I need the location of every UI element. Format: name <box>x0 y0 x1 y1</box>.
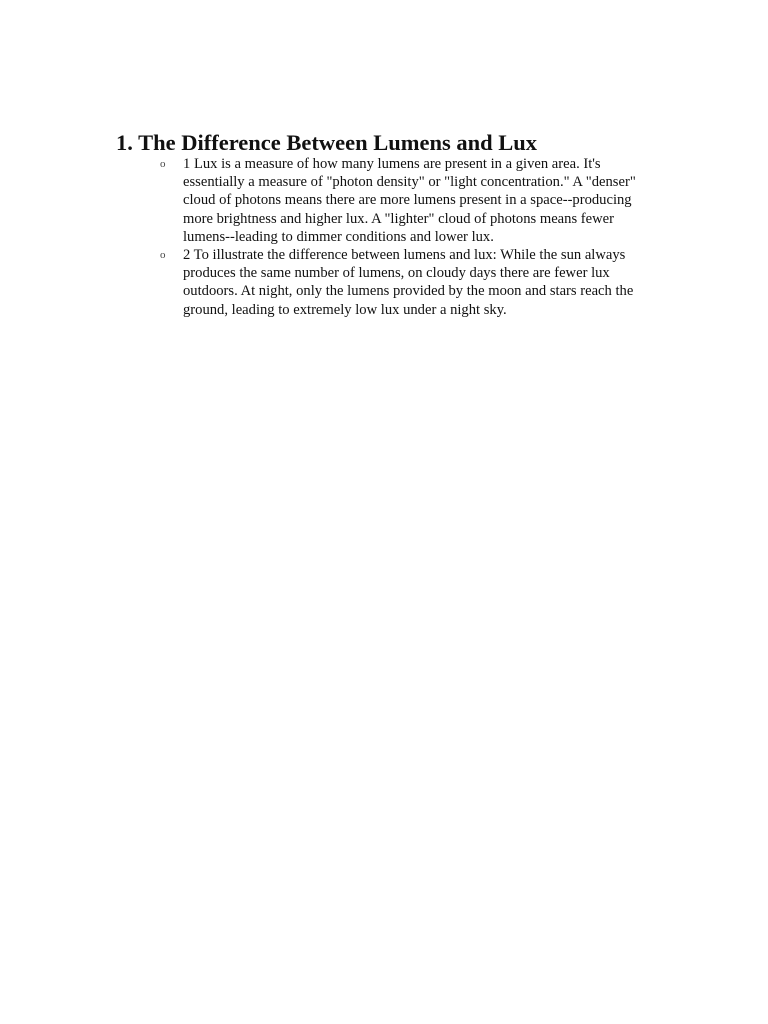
bullet-icon: o <box>160 249 166 261</box>
text-line: ground, leading to extremely low lux under a night sky. <box>183 301 507 318</box>
text-line: cloud of photons means there are more lumens present in a space--producing <box>183 192 632 209</box>
text-line: produces the same number of lumens, on cloudy days there are fewer lux <box>183 265 610 282</box>
bullet-icon: o <box>160 158 166 170</box>
text-line: 1 Lux is a measure of how many lumens are present in a given area. It's <box>183 156 601 172</box>
text-line: lumens--leading to dimmer conditions and lower lux. <box>183 228 494 245</box>
list-item-text <box>183 155 636 246</box>
text-line: essentially a measure of "photon density" or "light concentration." A "denser" <box>183 174 636 191</box>
text-line: outdoors. At night, only the lumens provided by the moon and stars reach the <box>183 283 634 300</box>
section-heading: 1. The Difference Between Lumens and Lux <box>116 130 538 155</box>
list-item-text <box>183 246 633 319</box>
text-line: more brightness and higher lux. A "lighter" cloud of photons means fewer <box>183 210 614 227</box>
text-line: 2 To illustrate the difference between lumens and lux: While the sun always <box>183 247 626 263</box>
